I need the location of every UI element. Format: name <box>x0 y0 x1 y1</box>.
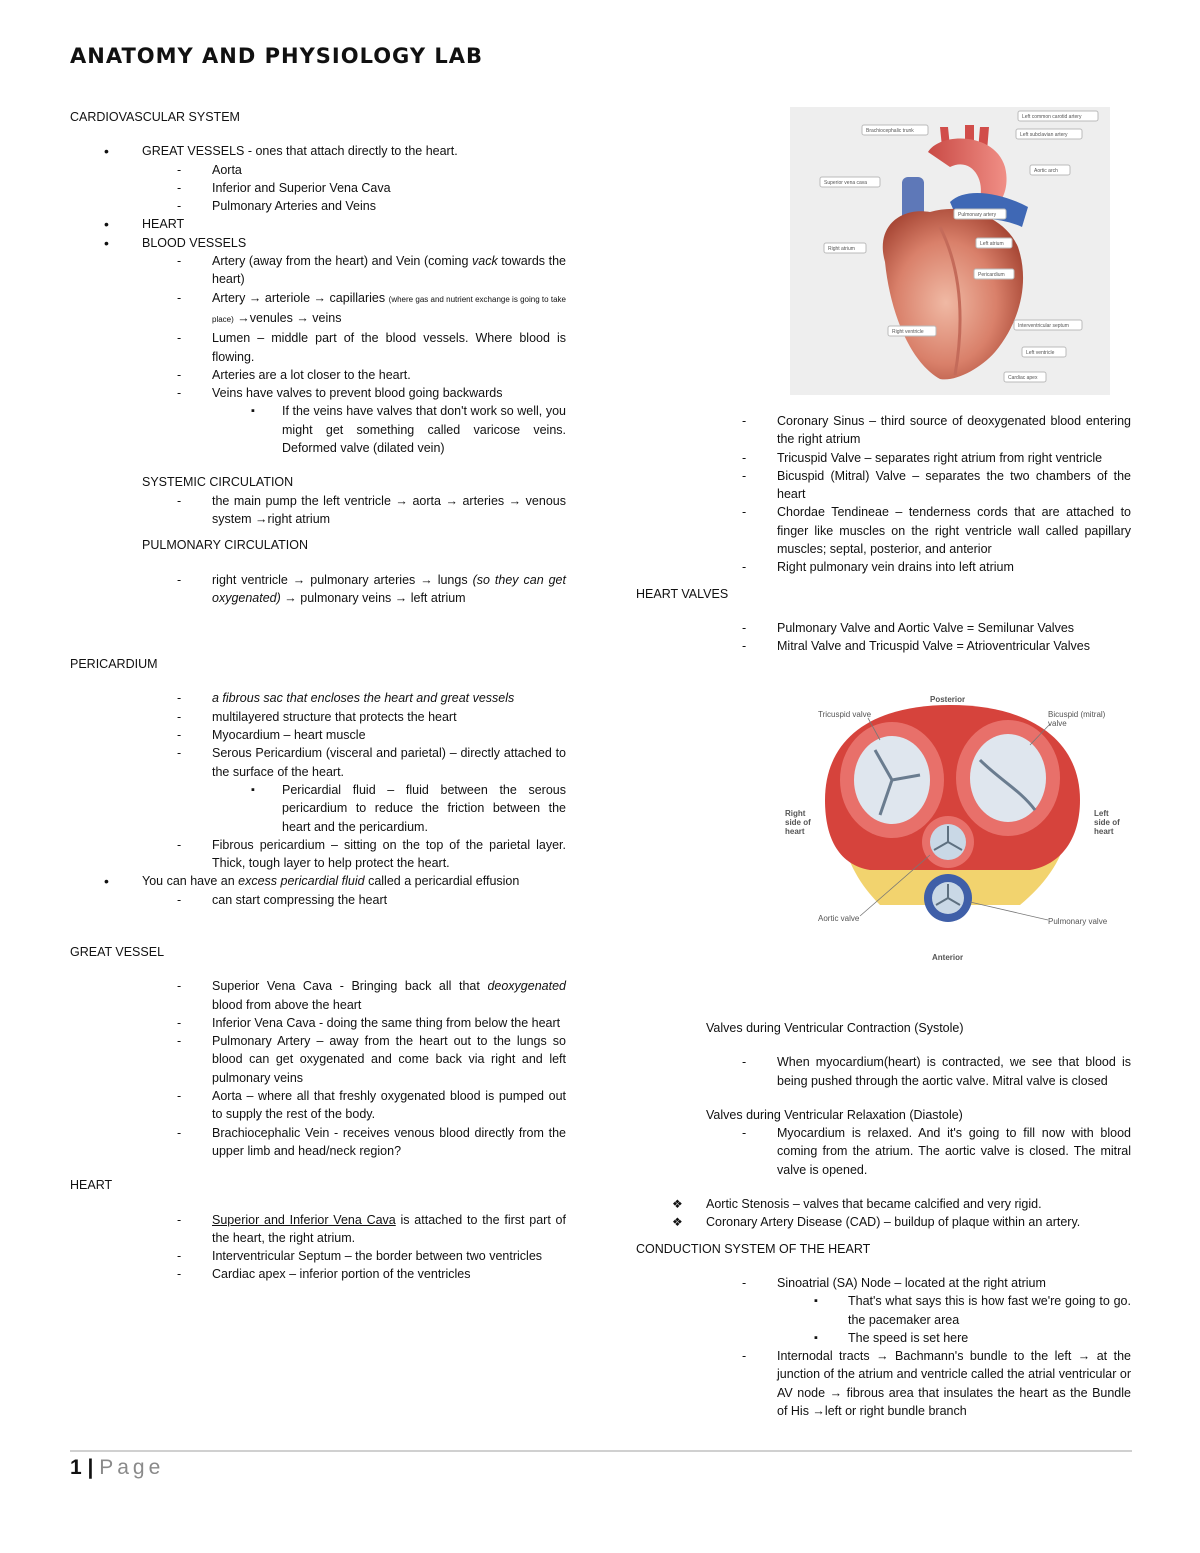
list-item: - Serous Pericardium (visceral and parietal) – directly attached to the surface of the heart. <box>70 744 566 781</box>
list-item: ▪ That's what says this is how fast we're going to go. the pacemaker area <box>636 1292 1131 1329</box>
list-item: • BLOOD VESSELS <box>70 234 566 252</box>
text-run: excess pericardial fluid <box>238 874 365 889</box>
diastole-heading: Valves during Ventricular Relaxation (Diastole) <box>706 1107 963 1122</box>
label-aortic-arch: Aortic arch <box>1034 168 1058 174</box>
left-column <box>70 108 566 1284</box>
list-item: - the main pump the left ventricle → aorta → arteries → venous system →right atrium <box>70 492 566 529</box>
label-anterior: Anterior <box>932 953 964 962</box>
list-item <box>70 289 566 330</box>
list-item: - Sinoatrial (SA) Node – located at the right atrium <box>636 1274 1131 1292</box>
label-left-side-3: heart <box>1094 827 1114 836</box>
document-title: ANATOMY AND PHYSIOLOGY LAB <box>70 44 483 68</box>
list-item: ▪ The speed is set here <box>636 1329 1131 1347</box>
diastole-list <box>636 1124 1131 1179</box>
label-interventricular-septum: Interventricular septum <box>1018 323 1069 329</box>
label-posterior: Posterior <box>930 695 966 704</box>
text-run: → pulmonary veins → left atrium <box>280 590 466 605</box>
cardio-list <box>70 142 566 457</box>
heart-illustration <box>790 107 1110 395</box>
label-left-common-carotid: Left common carotid artery <box>1022 114 1082 120</box>
heart-shape <box>883 209 1023 380</box>
label-pulmonary-artery: Pulmonary artery <box>958 212 997 218</box>
text-run: towards the heart) <box>212 254 567 287</box>
label-left-side-2: side of <box>1094 818 1120 827</box>
list-item: - Aorta – where all that freshly oxygenated blood is pumped out to supply the rest of the body. <box>70 1087 566 1124</box>
list-item: - Mitral Valve and Tricuspid Valve = Atrioventricular Valves <box>636 637 1131 655</box>
list-item: - Brachiocephalic Vein - receives venous blood directly from the upper limb and head/neck region? <box>70 1124 566 1161</box>
systole-list <box>636 1053 1131 1090</box>
label-left-subclavian: Left subclavian artery <box>1020 132 1068 138</box>
valves-illustration <box>780 690 1125 968</box>
heart-heading: HEART <box>70 1178 113 1193</box>
list-item: - Pulmonary Artery – away from the heart out to the lungs so blood can get oxygenated and come back via right and left pulmonary veins <box>70 1032 566 1087</box>
text-run: You can have an <box>142 874 239 889</box>
label-aortic-valve: Aortic valve <box>818 914 860 923</box>
list-item: ▪ If the veins have valves that don't work so well, you might get something called varicose veins. Deformed valve (dilated vein) <box>70 402 566 457</box>
text-run: encloses the heart and great vessels <box>310 691 515 706</box>
pulmonary-list <box>70 571 566 608</box>
list-item: - multilayered structure that protects the heart <box>70 708 566 726</box>
text-run: Superior and Inferior Vena Cava <box>212 1212 396 1227</box>
label-left-atrium: Left atrium <box>980 241 1004 247</box>
list-item: ❖ Aortic Stenosis – valves that became calcified and very rigid. <box>636 1195 1131 1213</box>
list-item: - Veins have valves to prevent blood going backwards <box>70 384 566 402</box>
page-word: Page <box>99 1456 165 1479</box>
list-item: • GREAT VESSELS - ones that attach directly to the heart. <box>70 142 566 160</box>
heart-list <box>70 1211 566 1284</box>
text-run: blood from above the heart <box>212 997 362 1012</box>
heart-anatomy-figure <box>790 107 1110 395</box>
label-right-side: Right <box>785 809 806 818</box>
systemic-list <box>70 492 566 529</box>
list-item: - Lumen – middle part of the blood vessels. Where blood is flowing. <box>70 329 566 366</box>
right-column <box>636 412 1131 656</box>
list-item: - can start compressing the heart <box>70 891 566 909</box>
list-item: - Right pulmonary vein drains into left atrium <box>636 558 1131 576</box>
label-pericardium: Pericardium <box>978 272 1005 278</box>
text-run: Artery → arteriole → capillaries <box>212 290 389 305</box>
label-right-side-2: side of <box>785 818 811 827</box>
list-item: - Chordae Tendineae – tenderness cords that are attached to finger like muscles on the right ventricle wall called papillary muscles; septal, posterior, and anterior <box>636 503 1131 558</box>
pulmonary-heading: PULMONARY CIRCULATION <box>142 538 309 553</box>
page-footer <box>70 1456 164 1480</box>
text-run: a fibrous sac that <box>212 691 311 706</box>
list-item <box>70 1211 566 1248</box>
list-item <box>70 977 566 1014</box>
list-item: ❖ Coronary Artery Disease (CAD) – buildup of plaque within an artery. <box>636 1213 1131 1231</box>
list-item: - Coronary Sinus – third source of deoxygenated blood entering the right atrium <box>636 412 1131 449</box>
great-vessel-heading: GREAT VESSEL <box>70 944 165 959</box>
list-item: - Pulmonary Valve and Aortic Valve = Semilunar Valves <box>636 619 1131 637</box>
heart-structures-list <box>636 412 1131 577</box>
text-run: right ventricle → pulmonary arteries → lungs <box>212 572 473 587</box>
list-item: - Pulmonary Arteries and Veins <box>70 197 566 215</box>
pericardium-heading: PERICARDIUM <box>70 657 158 672</box>
list-item: - Arteries are a lot closer to the heart. <box>70 366 566 384</box>
label-pulmonary-valve: Pulmonary valve <box>1048 917 1108 926</box>
diseases-list <box>636 1195 1131 1232</box>
label-left-side: Left <box>1094 809 1109 818</box>
valves-list <box>636 619 1131 656</box>
list-item: - Bicuspid (Mitral) Valve – separates the two chambers of the heart <box>636 467 1131 504</box>
label-bicuspid-valve: Bicuspid (mitral) <box>1048 710 1106 719</box>
text-run: is attached to the first part of the heart, the right atrium. <box>212 1212 566 1245</box>
text-run: Artery (away from the heart) and Vein (coming <box>212 254 472 269</box>
label-cardiac-apex: Cardiac apex <box>1008 375 1038 381</box>
list-item: - When myocardium(heart) is contracted, we see that blood is being pushed through the aortic valve. Mitral valve is closed <box>636 1053 1131 1090</box>
list-item: - Interventricular Septum – the border between two ventricles <box>70 1247 566 1265</box>
list-item: - Inferior and Superior Vena Cava <box>70 179 566 197</box>
label-right-ventricle: Right ventricle <box>892 329 924 335</box>
list-item: - Internodal tracts → Bachmann's bundle to the left → at the junction of the atrium and ventricle called the atrial ventricular or AV node → fibrous area that insulates the heart as the Bundle of His →left or right bundle branch <box>636 1347 1131 1420</box>
conduction-list <box>636 1274 1131 1420</box>
list-item: - Tricuspid Valve – separates right atrium from right ventricle <box>636 449 1131 467</box>
cardiovascular-heading: CARDIOVASCULAR SYSTEM <box>70 110 240 124</box>
list-item: - Inferior Vena Cava - doing the same thing from below the heart <box>70 1014 566 1032</box>
label-superior-vena-cava: Superior vena cava <box>824 180 868 186</box>
conduction-heading: CONDUCTION SYSTEM OF THE HEART <box>636 1241 871 1256</box>
list-item <box>70 872 566 890</box>
label-right-side-3: heart <box>785 827 805 836</box>
systemic-heading: SYSTEMIC CIRCULATION <box>142 475 294 490</box>
text-run: vack <box>472 254 498 269</box>
page-separator: | <box>81 1456 100 1479</box>
text-run: called a pericardial effusion <box>364 874 520 889</box>
label-brachiocephalic-trunk: Brachiocephalic trunk <box>866 128 914 134</box>
footer-divider <box>70 1450 1132 1452</box>
heart-valves-figure <box>780 690 1125 968</box>
list-item <box>70 571 566 608</box>
list-item <box>70 689 566 707</box>
label-tricuspid-valve: Tricuspid valve <box>818 710 872 719</box>
systole-heading: Valves during Ventricular Contraction (Systole) <box>706 1021 964 1035</box>
label-left-ventricle: Left ventricle <box>1026 350 1055 356</box>
pericardium-list <box>70 689 566 909</box>
text-run: (where gas and nutrient exchange is going to take place) <box>212 294 566 324</box>
text-run: (so they can get oxygenated) <box>212 572 566 605</box>
label-right-atrium: Right atrium <box>828 246 855 252</box>
list-item: • HEART <box>70 215 566 233</box>
label-bicuspid-valve-2: valve <box>1048 719 1067 728</box>
list-item: - Myocardium is relaxed. And it's going to fill now with blood coming from the atrium. The aortic valve is closed. The mitral valve is opened. <box>636 1124 1131 1179</box>
list-item: - Fibrous pericardium – sitting on the top of the parietal layer. Thick, tough layer to help protect the heart. <box>70 836 566 873</box>
great-vessel-list <box>70 977 566 1160</box>
text-run: deoxygenated <box>487 979 566 994</box>
page-number: 1 <box>70 1456 82 1479</box>
list-item <box>70 252 566 289</box>
right-column-lower <box>636 1019 1131 1420</box>
list-item: - Cardiac apex – inferior portion of the ventricles <box>70 1265 566 1283</box>
list-item: - Myocardium – heart muscle <box>70 726 566 744</box>
text-run: →venules → veins <box>233 310 342 325</box>
list-item: - Aorta <box>70 161 566 179</box>
text-run: Superior Vena Cava - Bringing back all that <box>212 979 488 994</box>
heart-valves-heading: HEART VALVES <box>636 586 729 601</box>
list-item: ▪ Pericardial fluid – fluid between the serous pericardium to reduce the friction between the heart and the pericardium. <box>70 781 566 836</box>
